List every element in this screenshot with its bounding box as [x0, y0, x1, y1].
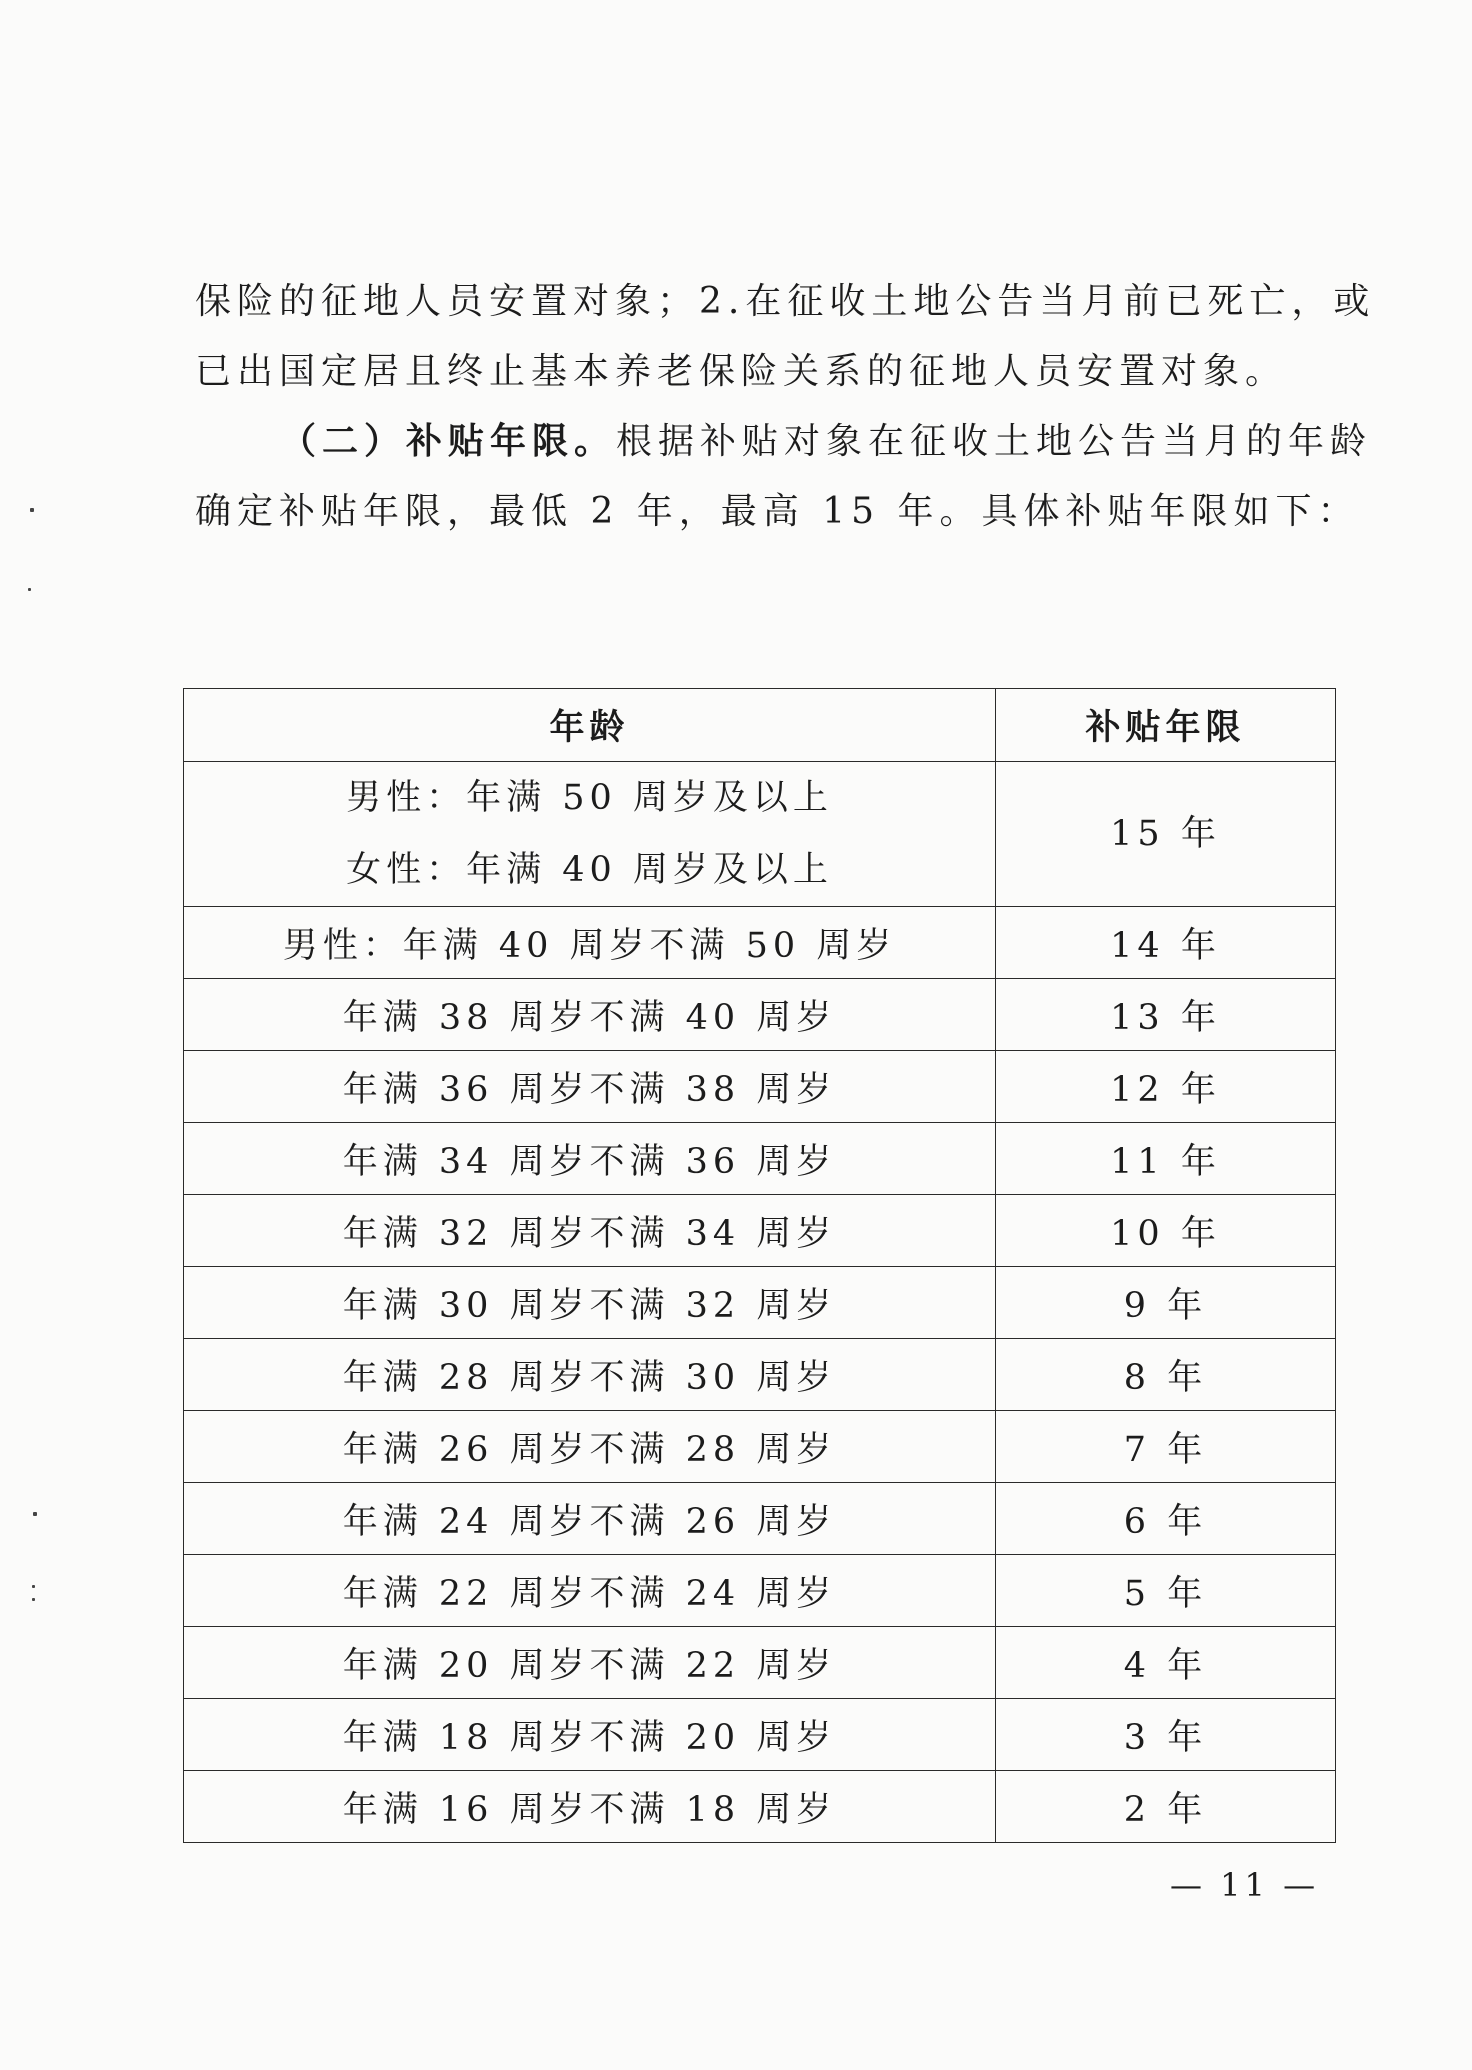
table-row — [184, 907, 1336, 979]
table-row — [184, 1627, 1336, 1699]
years-cell: 5 年 — [996, 1555, 1336, 1627]
paragraph-line-1: 保险的征地人员安置对象；2.在征收土地公告当月前已死亡，或 — [195, 281, 1376, 322]
table-row — [184, 1699, 1336, 1771]
years-cell: 13 年 — [996, 979, 1336, 1051]
table-row — [184, 1411, 1336, 1483]
table-row — [184, 762, 1336, 907]
years-cell: 14 年 — [996, 907, 1336, 979]
age-cell: 年满 36 周岁不满 38 周岁 — [184, 1051, 996, 1123]
age-cell: 年满 18 周岁不满 20 周岁 — [184, 1699, 996, 1771]
age-cell: 男性：年满 40 周岁不满 50 周岁 — [184, 907, 996, 979]
scan-mark — [30, 508, 34, 512]
years-cell: 2 年 — [996, 1771, 1336, 1843]
age-cell: 年满 26 周岁不满 28 周岁 — [184, 1411, 996, 1483]
age-cell: 年满 32 周岁不满 34 周岁 — [184, 1195, 996, 1267]
table-row — [184, 1483, 1336, 1555]
years-cell: 9 年 — [996, 1267, 1336, 1339]
table-row — [184, 979, 1336, 1051]
years-cell: 10 年 — [996, 1195, 1336, 1267]
years-cell: 3 年 — [996, 1699, 1336, 1771]
table-row — [184, 1267, 1336, 1339]
table-row — [184, 1123, 1336, 1195]
table-row — [184, 1771, 1336, 1843]
scan-mark — [32, 1598, 35, 1601]
paragraph-line-4: 确定补贴年限，最低 2 年，最高 15 年。具体补贴年限如下： — [195, 491, 1360, 532]
header-subsidy-years: 补贴年限 — [996, 689, 1336, 762]
age-cell: 年满 30 周岁不满 32 周岁 — [184, 1267, 996, 1339]
table-row — [184, 1555, 1336, 1627]
age-cell: 年满 20 周岁不满 22 周岁 — [184, 1627, 996, 1699]
paragraph-line-2: 已出国定居且终止基本养老保险关系的征地人员安置对象。 — [195, 351, 1288, 392]
age-cell: 年满 34 周岁不满 36 周岁 — [184, 1123, 996, 1195]
age-cell — [184, 762, 996, 907]
age-male-line: 男性：年满 50 周岁及以上 — [346, 778, 833, 818]
years-cell: 4 年 — [996, 1627, 1336, 1699]
paragraph-line-3-rest: 根据补贴对象在征收土地公告当月的年龄 — [616, 421, 1373, 462]
years-cell: 6 年 — [996, 1483, 1336, 1555]
subsidy-years-table — [183, 688, 1336, 1843]
years-cell: 8 年 — [996, 1339, 1336, 1411]
years-cell: 7 年 — [996, 1411, 1336, 1483]
page-number: — 11 — — [1170, 1866, 1320, 1904]
paragraph-line-3 — [280, 418, 1400, 466]
section-heading: （二）补贴年限。 — [280, 421, 617, 462]
years-cell: 11 年 — [996, 1123, 1336, 1195]
age-cell: 年满 38 周岁不满 40 周岁 — [184, 979, 996, 1051]
age-cell: 年满 16 周岁不满 18 周岁 — [184, 1771, 996, 1843]
scan-mark — [28, 588, 31, 591]
age-cell: 年满 24 周岁不满 26 周岁 — [184, 1483, 996, 1555]
age-female-line: 女性：年满 40 周岁及以上 — [346, 850, 833, 890]
scan-mark — [33, 1512, 37, 1516]
age-cell: 年满 28 周岁不满 30 周岁 — [184, 1339, 996, 1411]
years-cell: 12 年 — [996, 1051, 1336, 1123]
age-cell: 年满 22 周岁不满 24 周岁 — [184, 1555, 996, 1627]
table-row — [184, 1339, 1336, 1411]
table-row — [184, 1051, 1336, 1123]
scan-mark — [32, 1585, 35, 1588]
table-row — [184, 1195, 1336, 1267]
table-header-row — [184, 689, 1336, 762]
years-cell: 15 年 — [996, 762, 1336, 907]
header-age: 年龄 — [184, 689, 996, 762]
